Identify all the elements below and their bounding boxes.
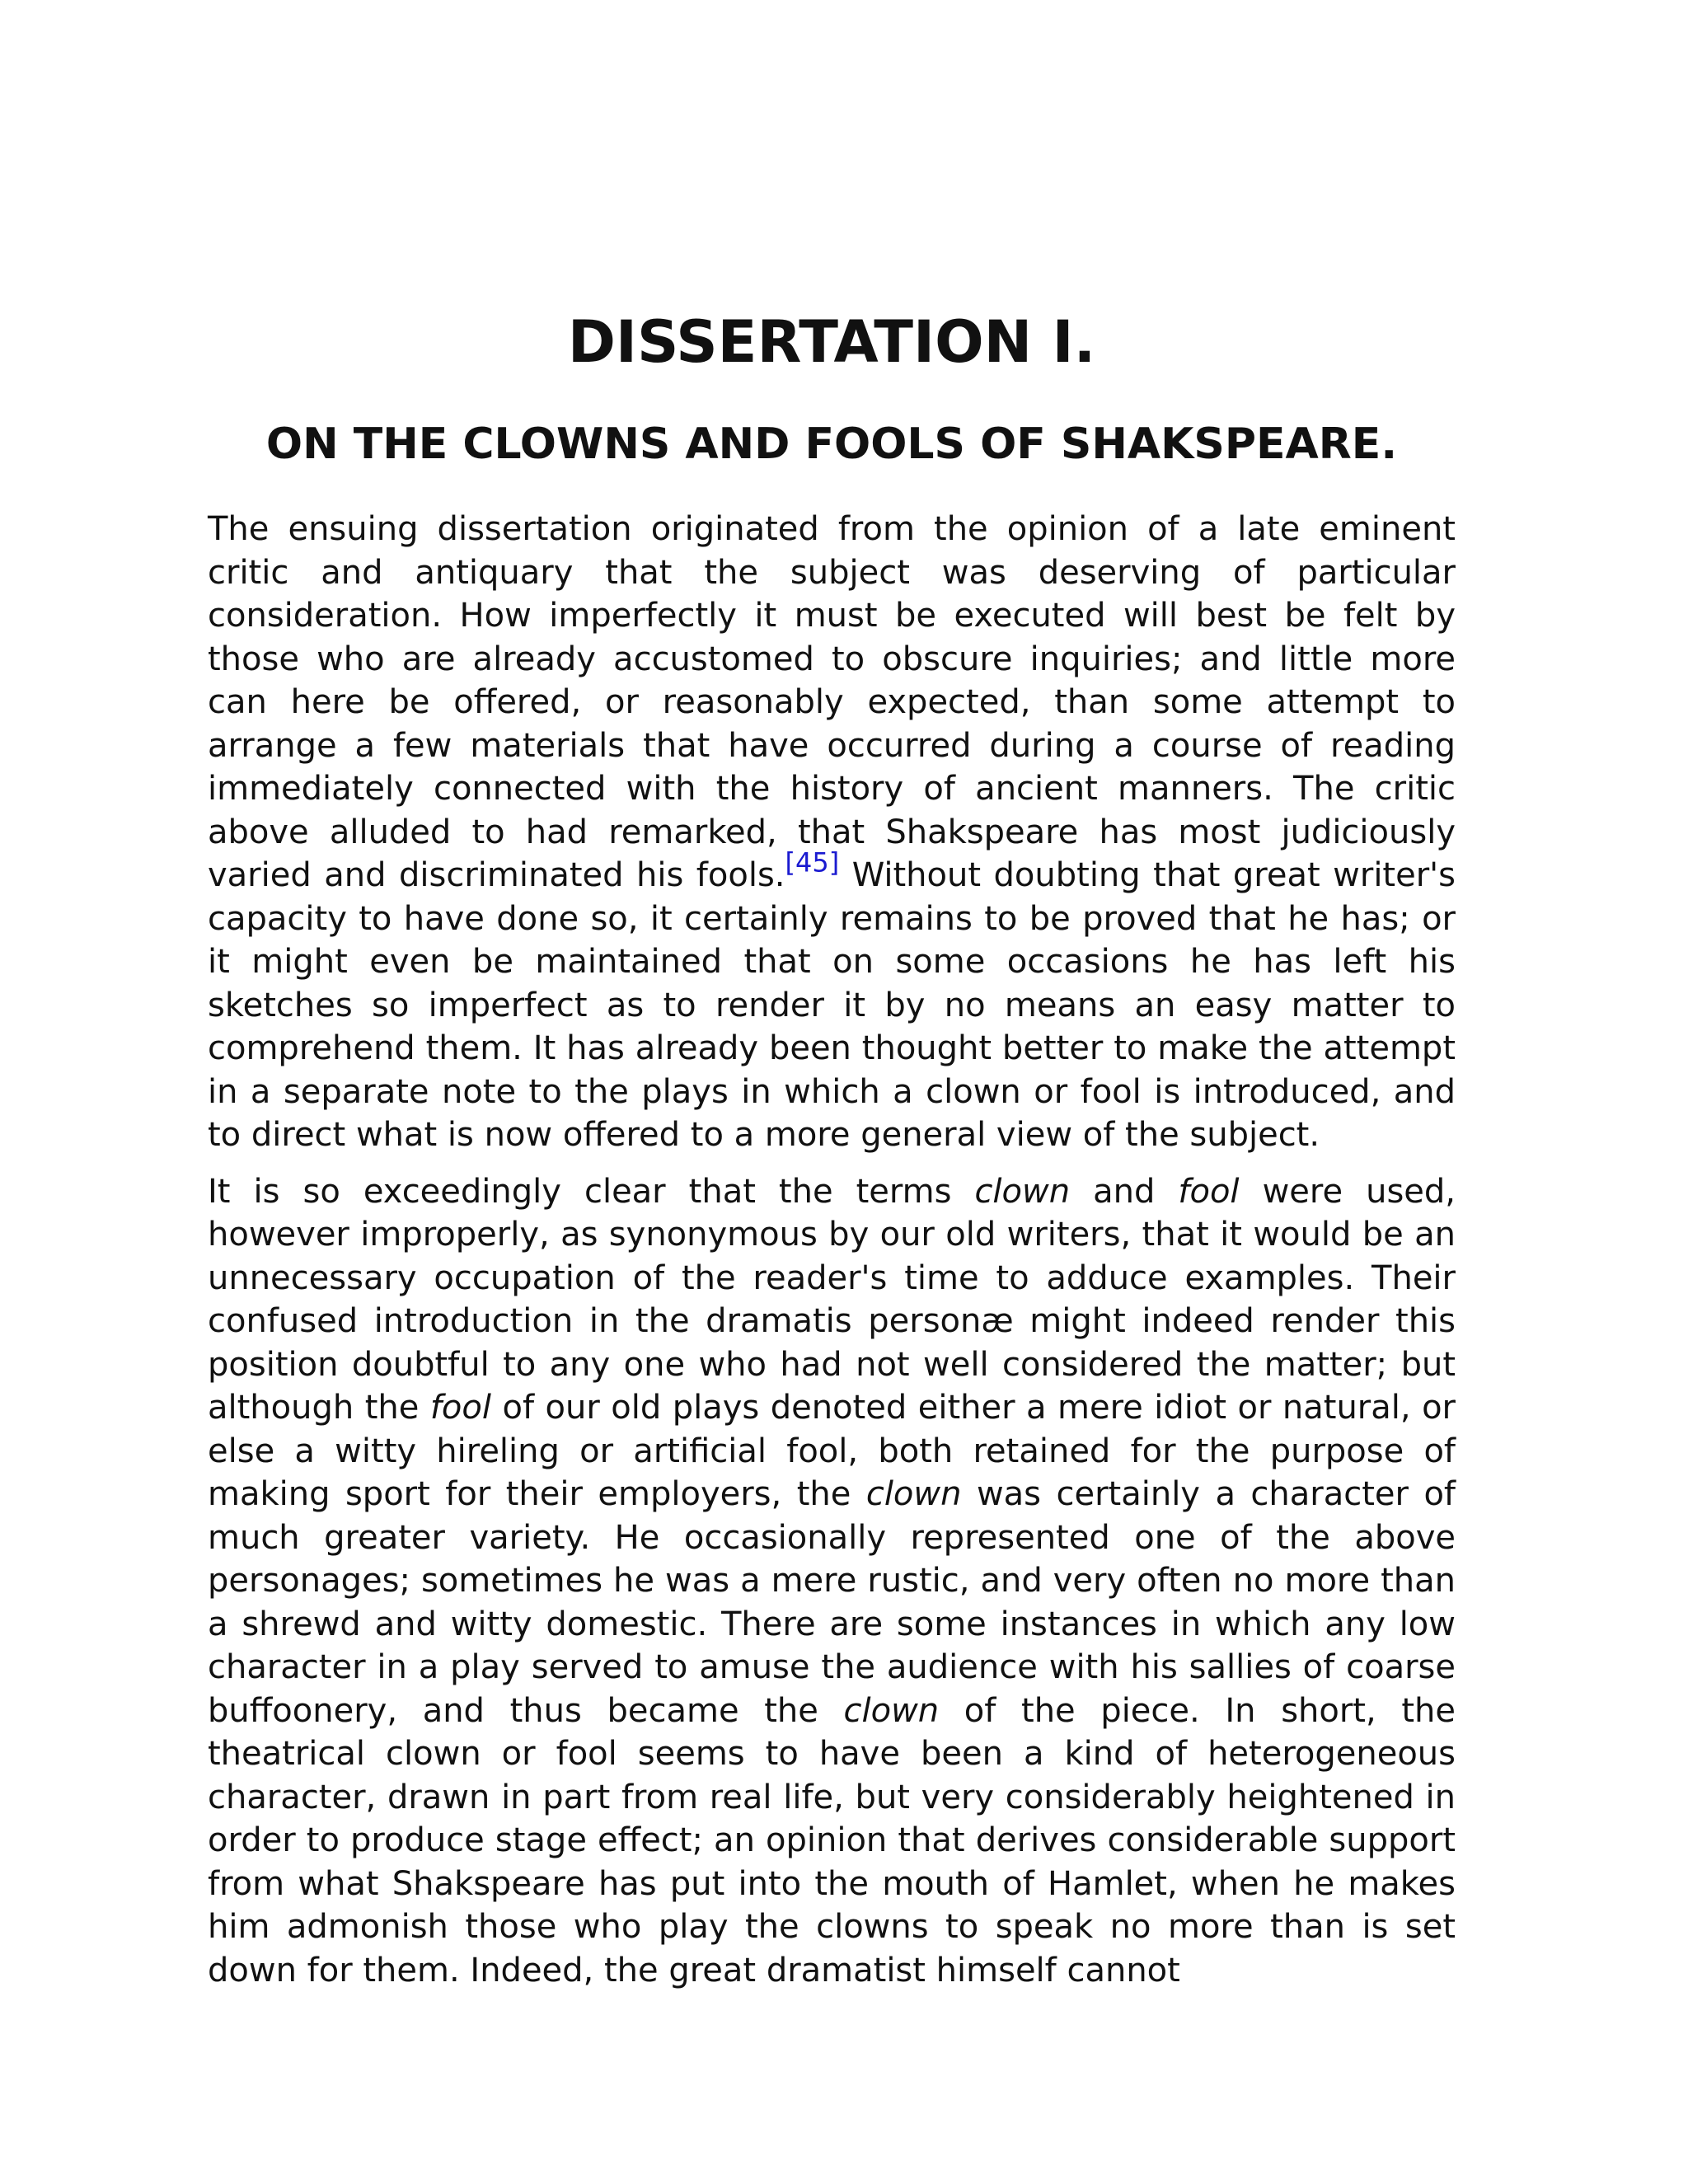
italic-term-fool: fool	[1178, 1172, 1240, 1211]
italic-term-clown: clown	[865, 1475, 962, 1513]
paragraph-1-text-before-note: The ensuing dissertation originated from the opinion of a late eminent critic and antiquary that the subject was deserving of particular consideration. How imperfectly it must be executed will best be felt by those who are already accustomed to obscure inquiries; and little more can here be offered, or reasonably expected, than some attempt to arrange a few materials that have occurred during a course of reading immediately connected with the history of ancient manners. The critic above alluded to had remarked, that Shakspeare has most judiciously varied and discriminated his fools.	[208, 510, 1456, 894]
body-paragraph-2	[208, 1170, 1456, 1993]
paragraph-2-segment: It is so exceedingly clear that the terms	[208, 1172, 975, 1211]
chapter-subtitle: ON THE CLOWNS AND FOOLS OF SHAKSPEARE.	[265, 419, 1398, 469]
paragraph-2-segment: of the piece. In short, the theatrical clown or fool seems to have been a kind of heterogeneous character, drawn in part from real life, but very considerably heightened in order to produce stage effect; an opinion that derives considerable support from what Shakspeare has put into the mouth of Hamlet, when he makes him admonish those who play the clowns to speak no more than is set down for them. Indeed, the great dramatist himself cannot	[208, 1691, 1456, 1990]
chapter-title: DISSERTATION I.	[567, 308, 1096, 376]
paragraph-1-text-after-note: Without doubting that great writer's capacity to have done so, it certainly remains to be proved that he has; or it might even be maintained that on some occasions he has left his sketches so imperfect as to render it by no means an easy matter to comprehend them. It has already been thought better to make the attempt in a separate note to the plays in which a clown or fool is introduced, and to direct what is now offered to a more general view of the subject.	[208, 856, 1456, 1154]
italic-term-clown: clown	[843, 1691, 940, 1730]
footnote-link-45[interactable]: [45]	[785, 846, 840, 879]
paragraph-2-segment: and	[1070, 1172, 1179, 1211]
paragraph-2-segment: were used, however improperly, as synonymous by our old writers, that it would be an unnecessary occupation of the reader's time to adduce examples. Their confused introduction in the dramatis personæ might indeed render this position doubtful to any one who had not well considered the matter; but although the	[208, 1172, 1456, 1427]
body-paragraph-1	[208, 508, 1456, 1157]
paragraph-2-segment: was certainly a character of much greater variety. He occasionally represented one of the above personages; sometimes he was a mere rustic, and very often no more than a shrewd and witty domestic. There are some instances in which any low character in a play served to amuse the audience with his sallies of coarse buffoonery, and thus became the	[208, 1475, 1456, 1730]
italic-term-clown: clown	[974, 1172, 1071, 1211]
footnote-marker[interactable]	[785, 846, 840, 878]
paragraph-2-segment: of our old plays denoted either a mere idiot or natural, or else a witty hireling or artificial fool, both retained for the purpose of making sport for their employers, the	[208, 1389, 1456, 1513]
italic-term-fool: fool	[429, 1389, 491, 1427]
document-page	[208, 305, 1456, 1992]
